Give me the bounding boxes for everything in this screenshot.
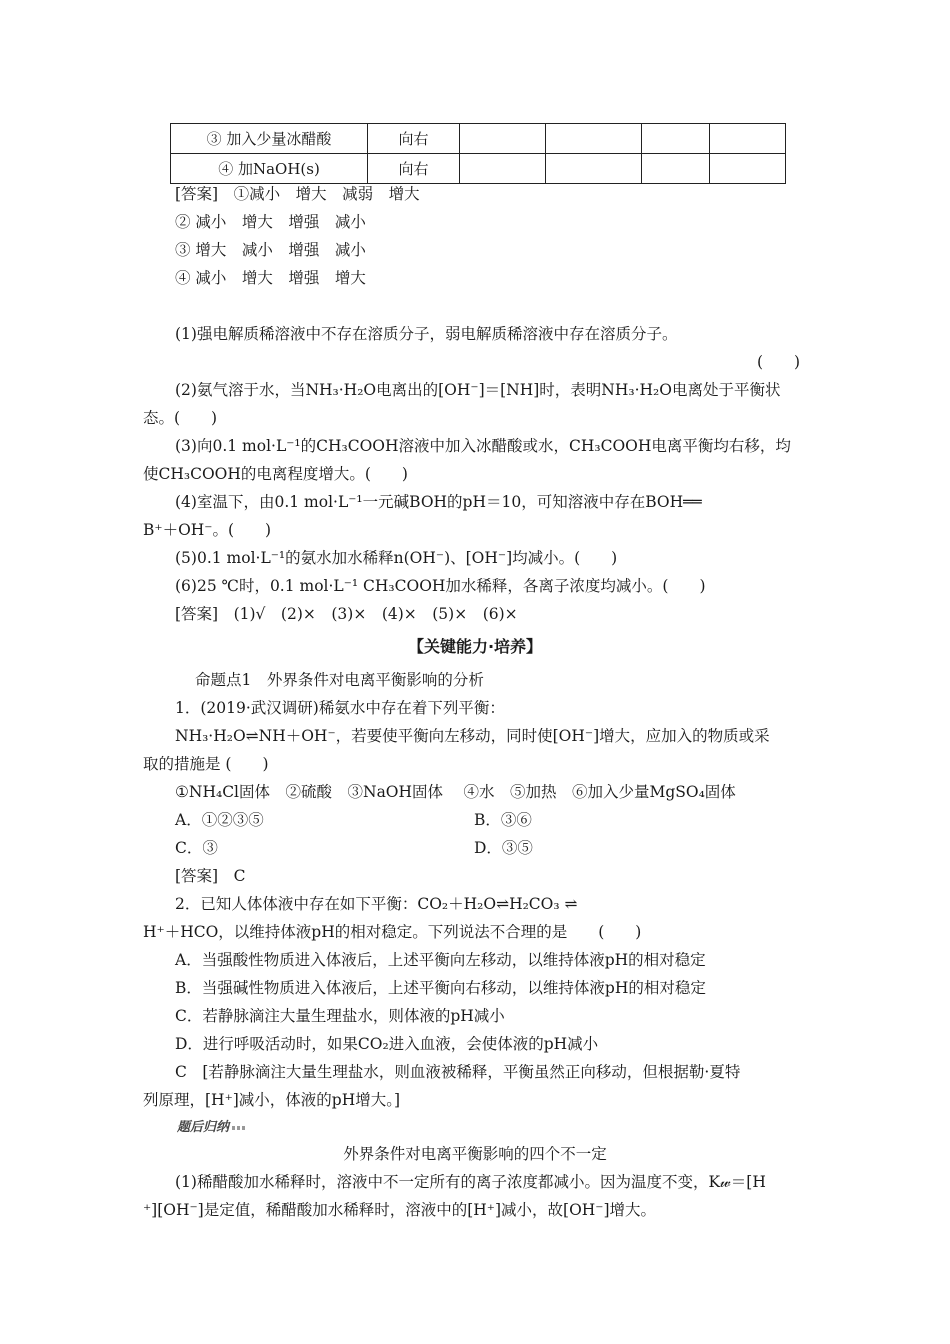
judge-item-3: (3)向0.1 mol·L⁻¹的CH₃COOH溶液中加入冰醋酸或水，CH₃COOH电离平衡均右移，均: [175, 437, 791, 455]
q2-option-d: D．进行呼吸活动时，如果CO₂进入血液，会使体液的pH减小: [175, 1035, 599, 1053]
q1-option-b: B．③⑥: [474, 811, 532, 829]
table-cell: [642, 154, 710, 184]
table-cell: [710, 124, 786, 154]
table-cell: [546, 124, 642, 154]
answer-line: ③ 增大 减小 增强 减小: [175, 241, 366, 259]
table-cell: 向右: [368, 154, 460, 184]
q2-option-a: A．当强酸性物质进入体液后，上述平衡向左移动，以维持体液pH的相对稳定: [175, 951, 706, 969]
q2-option-c: C．若静脉滴注大量生理盐水，则体液的pH减小: [175, 1007, 505, 1025]
table-row: [171, 124, 786, 154]
table-cell: [460, 124, 546, 154]
q1-items: ①NH₄Cl固体 ②硫酸 ③NaOH固体 ④水 ⑤加热 ⑥加入少量MgSO₄固体: [175, 783, 736, 801]
q1-stem: 1．(2019·武汉调研)稀氨水中存在着下列平衡：: [175, 699, 505, 717]
table-cell: 向右: [368, 124, 460, 154]
summary-tag: 题后归纳: [177, 1118, 246, 1138]
q1-option-a: A．①②③⑤: [175, 811, 264, 829]
q2-stem: H⁺＋HCO，以维持体液pH的相对稳定。下列说法不合理的是 ( ): [143, 923, 642, 941]
q2-explanation: 列原理，[H⁺]减小，体液的pH增大。]: [143, 1091, 401, 1109]
judge-item-4-cont: B⁺＋OH⁻。( ): [143, 521, 272, 539]
answer-line: ④ 减小 增大 增强 增大: [175, 269, 366, 287]
judge-item-1-bracket: ( ): [757, 353, 801, 371]
judge-item-2: (2)氨气溶于水，当NH₃·H₂O电离出的[OH⁻]＝[NH]时，表明NH₃·H₂O电离处于平衡状: [175, 381, 781, 399]
summary-title: 外界条件对电离平衡影响的四个不一定: [343, 1145, 607, 1163]
answer-line: ② 减小 增大 增强 减小: [175, 213, 366, 231]
q2-option-b: B．当强碱性物质进入体液后，上述平衡向右移动，以维持体液pH的相对稳定: [175, 979, 706, 997]
table-cell: ④ 加NaOH(s): [171, 154, 368, 184]
q2-stem: 2．已知人体体液中存在如下平衡：CO₂＋H₂O⇌H₂CO₃ ⇌: [175, 895, 578, 913]
q1-option-c: C．③: [175, 839, 218, 857]
q1-stem: NH₃·H₂O⇌NH＋OH⁻，若要使平衡向左移动，同时使[OH⁻]增大，应加入的物质或采: [175, 727, 770, 745]
judge-item-2-cont: 态。( ): [143, 409, 218, 427]
q1-option-d: D．③⑤: [474, 839, 533, 857]
judge-item-4: (4)室温下，由0.1 mol·L⁻¹一元碱BOH的pH＝10，可知溶液中存在BOH══: [175, 493, 702, 511]
summary-paragraph: (1)稀醋酸加水稀释时，溶液中不一定所有的离子浓度都减小。因为温度不变，K𝓌＝[H: [175, 1173, 766, 1191]
judge-answer: [答案] (1)√ (2)× (3)× (4)× (5)× (6)×: [175, 605, 518, 623]
dots-decoration: [232, 1126, 246, 1130]
topic-heading: 命题点1 外界条件对电离平衡影响的分析: [195, 671, 484, 689]
table-row: [171, 154, 786, 184]
q1-answer: [答案] C: [175, 867, 246, 885]
q2-explanation: C [若静脉滴注大量生理盐水，则血液被稀释，平衡虽然正向移动，但根据勒·夏特: [175, 1063, 741, 1081]
section-title: 【关键能力·培养】: [407, 637, 543, 656]
summary-paragraph: ⁺][OH⁻]是定值，稀醋酸加水稀释时，溶液中的[H⁺]减小，故[OH⁻]增大。: [143, 1201, 657, 1219]
table-cell: [710, 154, 786, 184]
equilibrium-table: [170, 123, 786, 184]
table-cell: [642, 124, 710, 154]
judge-item-3-cont: 使CH₃COOH的电离程度增大。( ): [143, 465, 408, 483]
table-cell: [460, 154, 546, 184]
judge-item-1: (1)强电解质稀溶液中不存在溶质分子，弱电解质稀溶液中存在溶质分子。: [175, 325, 678, 343]
table-cell: ③ 加入少量冰醋酸: [171, 124, 368, 154]
judge-item-5: (5)0.1 mol·L⁻¹的氨水加水稀释n(OH⁻)、[OH⁻]均减小。( ): [175, 549, 618, 567]
q1-stem: 取的措施是 ( ): [143, 755, 269, 773]
judge-item-6: (6)25 ℃时，0.1 mol·L⁻¹ CH₃COOH加水稀释，各离子浓度均减小。( ): [175, 577, 706, 595]
table-cell: [546, 154, 642, 184]
answer-line: [答案] ①减小 增大 减弱 增大: [175, 185, 420, 203]
